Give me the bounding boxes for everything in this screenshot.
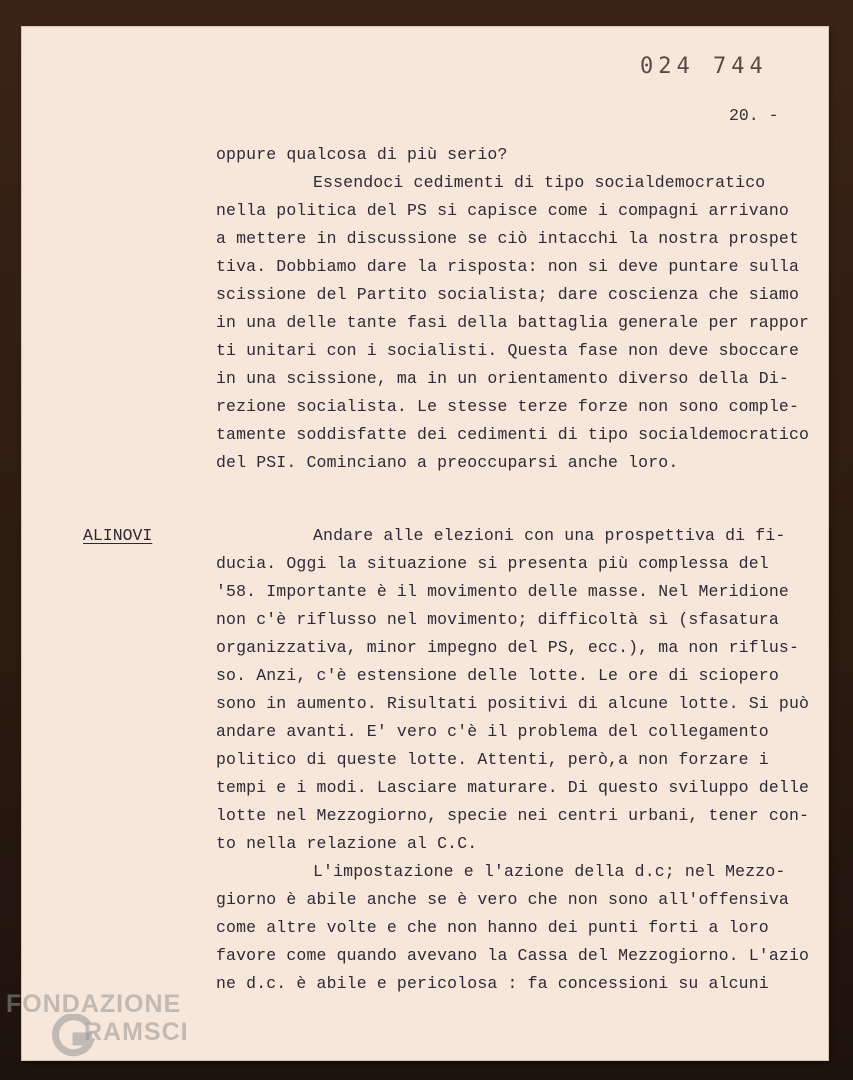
- text-line: ne d.c. è abile e pericolosa : fa concessioni su alcuni: [216, 974, 769, 993]
- text-line: '58. Importante è il movimento delle masse. Nel Meridione: [216, 582, 789, 601]
- text-line: Andare alle elezioni con una prospettiva di fi-: [313, 526, 786, 545]
- text-line: tamente soddisfatte dei cedimenti di tipo socialdemocratico: [216, 425, 810, 444]
- text-line: ti unitari con i socialisti. Questa fase non deve sboccare: [216, 341, 799, 360]
- text-line: politico di queste lotte. Attenti, però,a non forzare i: [216, 750, 769, 769]
- text-line: L'impostazione e l'azione della d.c; nel Mezzo-: [313, 862, 786, 881]
- text-line: non c'è riflusso nel movimento; difficoltà sì (sfasatura: [216, 610, 779, 629]
- text-line: Essendoci cedimenti di tipo socialdemocratico: [313, 173, 766, 192]
- text-line: del PSI. Cominciano a preoccuparsi anche loro.: [216, 453, 679, 472]
- page-number: 20. -: [729, 106, 779, 125]
- text-line: a mettere in discussione se ciò intacchi la nostra prospet: [216, 229, 799, 248]
- text-line: so. Anzi, c'è estensione delle lotte. Le ore di sciopero: [216, 666, 779, 685]
- text-line: ducia. Oggi la situazione si presenta più complessa del: [216, 554, 769, 573]
- text-line: favore come quando avevano la Cassa del Mezzogiorno. L'azio: [216, 946, 810, 965]
- text-line: rezione socialista. Le stesse terze forze non sono comple-: [216, 397, 799, 416]
- text-line: to nella relazione al C.C.: [216, 834, 478, 853]
- text-line: tempi e i modi. Lasciare maturare. Di questo sviluppo delle: [216, 778, 810, 797]
- text-line: nella politica del PS si capisce come i compagni arrivano: [216, 201, 789, 220]
- watermark-line-2: RAMSCI: [84, 1018, 189, 1046]
- text-line: in una delle tante fasi della battaglia generale per rappor: [216, 313, 810, 332]
- archive-number: 024 744: [640, 54, 768, 79]
- text-line: lotte nel Mezzogiorno, specie nei centri urbani, tener con-: [216, 806, 810, 825]
- text-line: andare avanti. E' vero c'è il problema del collegamento: [216, 722, 769, 741]
- text-line: giorno è abile anche se è vero che non sono all'offensiva: [216, 890, 789, 909]
- text-line: tiva. Dobbiamo dare la risposta: non si deve puntare sulla: [216, 257, 799, 276]
- fondazione-gramsci-watermark: [6, 990, 216, 1060]
- speaker-name: ALINOVI: [83, 526, 153, 545]
- text-line: organizzativa, minor impegno del PS, ecc.), ma non riflus-: [216, 638, 799, 657]
- text-line: scissione del Partito socialista; dare coscienza che siamo: [216, 285, 799, 304]
- text-line: oppure qualcosa di più serio?: [216, 145, 508, 164]
- text-line: come altre volte e che non hanno dei punti forti a loro: [216, 918, 769, 937]
- text-line: sono in aumento. Risultati positivi di alcune lotte. Si può: [216, 694, 810, 713]
- watermark-line-1: FONDAZIONE: [6, 990, 182, 1018]
- text-line: in una scissione, ma in un orientamento diverso della Di-: [216, 369, 789, 388]
